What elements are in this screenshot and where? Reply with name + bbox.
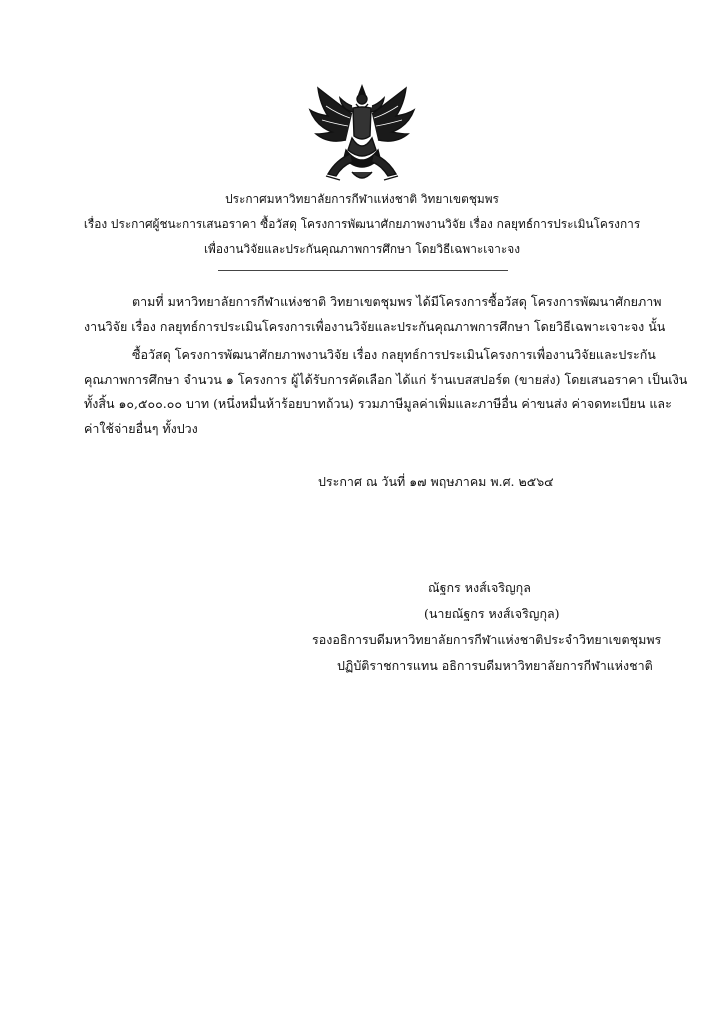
body-line-3: ซื้อวัสดุ โครงการพัฒนาศักยภาพงานวิจัย เรื่อง กลยุทธ์การประเมินโครงการเพื่องานวิจัยและประกัน — [132, 347, 656, 362]
announcement-date: ประกาศ ณ วันที่ ๑๗ พฤษภาคม พ.ศ. ๒๕๖๔ — [318, 474, 554, 489]
signatory-full-name: (นายณัฐกร หงส์เจริญกุล) — [424, 606, 560, 621]
body-line-5: ทั้งสิ้น ๑๐,๕๐๐.๐๐ บาท (หนึ่งหมื่นห้าร้อยบาทถ้วน) รวมภาษีมูลค่าเพิ่มและภาษีอื่น ค่าขนส่ง ค่าจดทะเบียน และ — [84, 396, 672, 411]
subject-line-1: เรื่อง ประกาศผู้ชนะการเสนอราคา ซื้อวัสดุ โครงการพัฒนาศักยภาพงานวิจัย เรื่อง กลยุทธ์การประเมินโครงการ — [83, 217, 641, 231]
body-line-4: คุณภาพการศึกษา จำนวน ๑ โครงการ ผู้ได้รับการคัดเลือก ได้แก่ ร้านเบสสปอร์ต (ขายส่ง) โดยเสนอราคา เป็นเงิน — [84, 372, 688, 387]
signatory-acting-for: ปฏิบัติราชการแทน อธิการบดีมหาวิทยาลัยการกีฬาแห่งชาติ — [337, 658, 653, 673]
body-line-6: ค่าใช้จ่ายอื่นๆ ทั้งปวง — [84, 421, 198, 436]
announcement-title: ประกาศมหาวิทยาลัยการกีฬาแห่งชาติ วิทยาเขตชุมพร — [225, 192, 499, 206]
garuda-emblem-icon — [306, 84, 418, 184]
subject-line-2: เพื่องานวิจัยและประกันคุณภาพการศึกษา โดยวิธีเฉพาะเจาะจง — [203, 242, 520, 256]
header-divider — [218, 270, 508, 271]
signatory-position: รองอธิการบดีมหาวิทยาลัยการกีฬาแห่งชาติประจำวิทยาเขตชุมพร — [312, 632, 662, 647]
signature-name: ณัฐกร หงส์เจริญกุล — [428, 580, 531, 595]
body-line-2: งานวิจัย เรื่อง กลยุทธ์การประเมินโครงการเพื่องานวิจัยและประกันคุณภาพการศึกษา โดยวิธีเฉพาะเจาะจง นั้น — [84, 319, 666, 334]
body-line-1: ตามที่ มหาวิทยาลัยการกีฬาแห่งชาติ วิทยาเขตชุมพร ได้มีโครงการซื้อวัสดุ โครงการพัฒนาศักยภาพ — [132, 294, 662, 309]
